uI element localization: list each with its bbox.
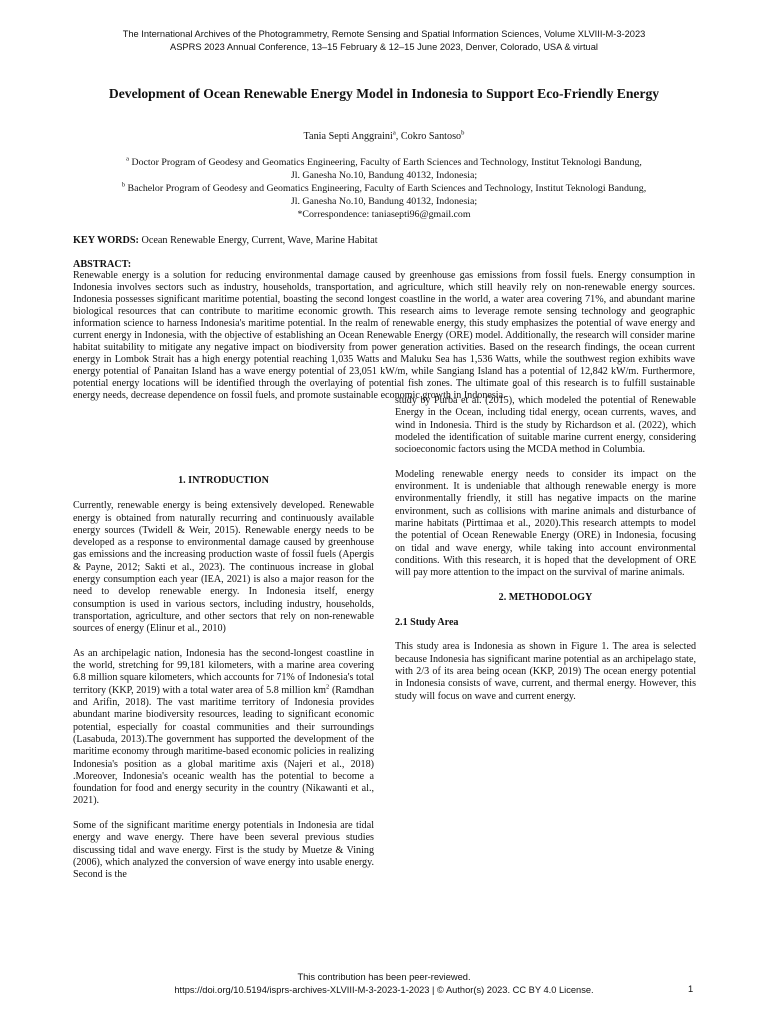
section-heading: 2. METHODOLOGY — [498, 591, 593, 603]
paragraph: study by Purba et al. (2015), which modeled the potential of Renewable Energy in the Ocean, including tidal energy, ocean currents, waves, and wind in Indonesia. Third is the study by Richardson et al. (2022), which modeled the identification of suitable marine current energy, considering socioeconomic factors using the MCDA method in Columbia. — [395, 395, 696, 456]
left-column — [73, 475, 374, 894]
subsection-heading: 2.1 Study Area — [395, 617, 459, 629]
affiliation-superscript: a — [126, 155, 129, 163]
author-name: Tania Septi Anggraini — [303, 131, 393, 142]
affiliation-b-line2: Jl. Ganesha No.10, Bandung 40132, Indonesia; — [290, 196, 478, 208]
footer-doi-link[interactable]: https://doi.org/10.5194/isprs-archives-XLVIII-M-3-2023-1-2023 | © Author(s) 2023. CC BY 4.0 License. — [174, 984, 594, 995]
author-superscript: b — [461, 129, 465, 137]
keywords-label: KEY WORDS: — [73, 235, 139, 246]
paragraph — [73, 648, 374, 808]
affiliation-a-line1 — [40, 156, 728, 169]
paragraph-text: (Ramdhan and Arifin, 2018). The vast maritime territory of Indonesia provides abundant marine biodiversity resources, leading to significant economic potential, especially for coastal communities and their surroundings (Lasabuda, 2013).The government has supported the development of the maritime economy through maritime-based economic policies in realizing Indonesia's position as a global maritime axis (Najeri et al., 2018) .Moreover, Indonesia's oceanic wealth has the potential to become a foundation for food and energy security in the country (Nikawanti et al., 2021). — [73, 684, 374, 807]
page-number: 1 — [688, 984, 694, 994]
paragraph: Currently, renewable energy is being extensively developed. Renewable energy is obtained from naturally recurring and continuously available energy sources (Twidell & Weir, 2015). Renewable energy needs to be developed as a response to environmental damage caused by greenhouse gas emissions and the increasing production waste of fossil fuels (Apergis & Payne, 2012; Sakti et al., 2023). The continuous increase in global energy consumption each year (IEA, 2021) is also a major reason for the need to develop renewable energy. In Indonesia itself, energy consumption is used in various sectors, including industry, households, transportation, agriculture, and other sectors that rely on non-renewable sources of energy (Elinur et al., 2010) — [73, 500, 374, 635]
paragraph: Modeling renewable energy needs to consider its impact on the environment. It is undeniable that although renewable energy is more environmentally friendly, it still has negative impacts on the marine environment, such as collisions with marine animals and disturbance of marine habitats (Pirttimaa et al., 2020).This research attempts to model the potential of Ocean Renewable Energy (ORE) in Indonesia, focusing on tidal and wave energy, while taking into account environmental conditions. With this research, it is hoped that the development of ORE will pay more attention to the impact on the survival of marine animals. — [395, 468, 696, 579]
running-header-line2: ASPRS 2023 Annual Conference, 13–15 February & 12–15 June 2023, Denver, Colorado, USA & virtual — [170, 41, 598, 52]
running-header-line1: The International Archives of the Photogrammetry, Remote Sensing and Spatial Information Sciences, Volume XLVIII-M-3-2023 — [122, 29, 646, 39]
keywords-text: Ocean Renewable Energy, Current, Wave, Marine Habitat — [138, 235, 378, 246]
affiliation-text: Doctor Program of Geodesy and Geomatics Engineering, Faculty of Earth Sciences and Technology, Institut Teknologi Bandung, — [128, 157, 642, 168]
correspondence: *Correspondence: taniasepti96@gmail.com — [297, 209, 471, 221]
footer-peer-review: This contribution has been peer-reviewed. — [297, 972, 471, 982]
author-line — [0, 131, 768, 142]
author-name: Cokro Santoso — [400, 131, 462, 142]
affiliation-a-line2: Jl. Ganesha No.10, Bandung 40132, Indonesia; — [290, 170, 478, 182]
abstract-text: Renewable energy is a solution for reducing environmental damage caused by greenhouse gas emissions from fossil fuels. Energy consumption in Indonesia involves sectors such as industry, households, transportation, and agriculture, which still heavily rely on non-renewable energy sources. Indonesia possesses significant maritime potential, boasting the second longest coastline in the world, a water area covering 71%, and abundant marine biological resources that can contribute to maritime economic growth. This research aims to leverage remote sensing technology and geographic information science to harness Indonesia's maritime potential. In the realm of renewable energy, this study emphasizes the potential of wave energy and current energy in Indonesia, with the objective of establishing an Ocean Renewable Energy (ORE) model. Additionally, the research will consider marine habitat suitability to mitigate any negative impact on biodiversity from power generation activities. Based on the research findings, the ocean current energy in Lombok Strait has a high energy potential reaching 1,035 Watts and Maluku Sea has 1,536 Watts, while the southwest region exhibits wave energy potential of Panaitan Island has a wave energy potential of 23,051 kW/m, while Sangiang Island has a potential of 12,842 kW/m. Furthermore, potential energy locations will be identified through the overlaying of potential fish zones. The ultimate goal of this research is to fulfill sustainable energy needs, decrease dependence on fossil fuels, and promote sustainable economic growth in Indonesia. — [73, 270, 695, 402]
paper-title: Development of Ocean Renewable Energy Model in Indonesia to Support Eco-Friendly Energy — [108, 86, 660, 101]
affiliation-b-line1 — [40, 182, 728, 195]
right-column — [395, 395, 696, 715]
author-separator: , — [395, 131, 401, 142]
affiliation-text: Bachelor Program of Geodesy and Geomatics Engineering, Faculty of Earth Sciences and Technology, Institut Teknologi Bandung, — [125, 183, 647, 195]
author-superscript: a — [392, 129, 396, 137]
paragraph-text: As an archipelagic nation, Indonesia has the second-longest coastline in the world, stretching for 99,181 kilometers, with a marine area covering 6.8 million square kilometers, which accounts for 71% of Indonesia's total territory (KKP, 2019) with a total water area of 5.8 million km — [73, 647, 374, 696]
section-heading: 1. INTRODUCTION — [178, 475, 269, 486]
affiliations — [40, 156, 728, 221]
keywords — [73, 235, 695, 246]
footer — [0, 971, 768, 996]
paragraph: This study area is Indonesia as shown in Figure 1. The area is selected because Indonesia has significant marine potential as an archipelago state, with 2/3 of its area being ocean (KKP, 2019) The ocean energy potential in Indonesia consists of wave, current, and thermal energy. However, this study will focus on wave and current energy. — [395, 641, 696, 702]
running-header — [0, 28, 768, 53]
paragraph: Some of the significant maritime energy potentials in Indonesia are tidal energy and wave energy. There have been several previous studies discussing tidal and wave energy. First is the study by Muetze & Vining (2006), which analyzed the conversion of wave energy into usable energy. Second is the — [73, 820, 374, 881]
affiliation-superscript: b — [121, 181, 126, 189]
abstract-heading: ABSTRACT: — [73, 259, 132, 270]
superscript: 2 — [326, 683, 330, 691]
